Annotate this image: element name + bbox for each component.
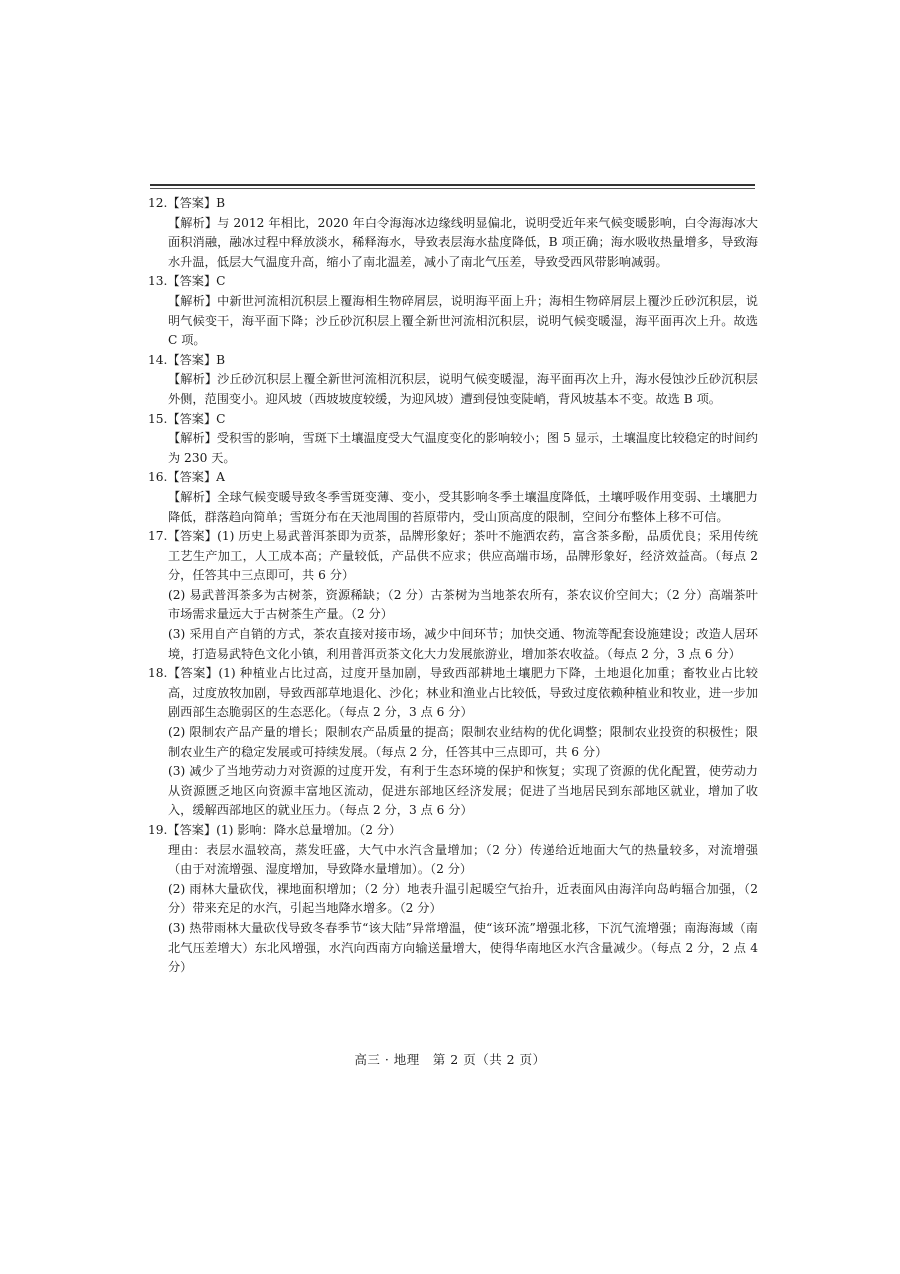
explanation: 【解析】沙丘砂沉积层上覆全新世河流相沉积层，说明气候变暖湿，海平面再次上升，海水侵蚀沙丘砂沉积层外侧，范围变小。迎风坡（西坡坡度较缓，为迎风坡）遭到侵蚀变陡峭，背风坡基本不变。故选 B 项。	[168, 372, 758, 406]
question-13	[148, 272, 758, 350]
question-12	[148, 194, 758, 272]
sub-answer-2: (2) 雨林大量砍伐，裸地面积增加；（2 分）地表升温引起暖空气抬升，近表面风由海洋向岛屿辐合加强，（2 分）带来充足的水汽，引起当地降水增多。（2 分）	[168, 881, 758, 916]
answer-line: 15.【答案】C	[148, 411, 226, 426]
sub-answer-2: (2) 限制农产品产量的增长；限制农产品质量的提高；限制农业结构的优化调整；限制农业投资的积极性；限制农业生产的稳定发展或可持续发展。（每点 2 分，任答其中三点即可，共 6 分）	[168, 725, 758, 759]
question-16	[148, 468, 758, 527]
page-footer: 高三 · 地理 第 2 页（共 2 页）	[354, 1052, 546, 1067]
sub-answer-2: (2) 易武普洱茶多为古树茶，资源稀缺；（2 分）古茶树为当地茶农所有，茶农议价空间大；（2 分）高端茶叶市场需求量远大于古树茶生产量。（2 分）	[168, 587, 758, 622]
answer-line: 18.【答案】(1) 种植业占比过高，过度开垦加剧，导致西部耕地土壤肥力下降，土地退化加重；畜牧业占比较高，过度放牧加剧，导致西部草地退化、沙化；林业和渔业占比较低，导致过度依赖种植业和牧业，进一步加剧西部生态脆弱区的生态恶化。（每点 2 分，3 点 6 分）	[148, 666, 758, 720]
question-18	[148, 664, 758, 821]
answer-content	[148, 194, 758, 978]
answer-line: 14.【答案】B	[148, 352, 226, 367]
answer-line: 12.【答案】B	[148, 196, 226, 210]
header-rule-thin	[150, 188, 755, 189]
question-14	[148, 351, 758, 410]
explanation: 【解析】全球气候变暖导致冬季雪斑变薄、变小，受其影响冬季土壤温度降低，土壤呼吸作用变弱、土壤肥力降低，群落趋向简单；雪斑分布在天池周围的苔原带内，受山顶高度的限制，空间分布整体上移不可信。	[168, 489, 758, 524]
header-rule	[150, 184, 755, 186]
explanation: 【解析】受积雪的影响，雪斑下土壤温度受大气温度变化的影响较小；图 5 显示，土壤温度比较稳定的时间约为 230 天。	[168, 431, 758, 465]
explanation: 【解析】与 2012 年相比，2020 年白令海海冰边缘线明显偏北，说明受近年来气候变暖影响，白令海海冰大面积消融，融冰过程中释放淡水，稀释海水，导致表层海水盐度降低，B 项正确；海水吸收热量增多，导致海水升温，低层大气温度升高，缩小了南北温差，减小了南北气压差，导致受西风带影响减弱。	[168, 215, 758, 269]
sub-answer-3: (3) 热带雨林大量砍伐导致冬春季节“该大陆”异常增温，使“该环流”增强北移，下沉气流增强；南海海域（南北气压差增大）东北风增强，水汽向西南方向输送量增大，使得华南地区水汽含量减少。（每点 2 分，2 点 4 分）	[168, 920, 758, 975]
answer-line: 19.【答案】(1) 影响：降水总量增加。（2 分）	[148, 823, 402, 837]
answer-line: 13.【答案】C	[148, 274, 226, 289]
answer-line: 16.【答案】A	[148, 470, 225, 485]
answer-line: 17.【答案】(1) 历史上易武普洱茶即为贡茶，品牌形象好；茶叶不施洒农药，富含茶多酚，品质优良；采用传统工艺生产加工，人工成本高；产量较低，产品供不应求；供应高端市场，品牌形象好，经济效益高。（每点 2 分，任答其中三点即可，共 6 分）	[148, 529, 758, 583]
question-19	[148, 821, 758, 978]
question-15	[148, 410, 758, 469]
question-17	[148, 527, 758, 664]
sub-answer-3: (3) 减少了当地劳动力对资源的过度开发，有利于生态环境的保护和恢复；实现了资源的优化配置，使劳动力从资源匮乏地区向资源丰富地区流动，促进东部地区经济发展；促进了当地居民到东部地区就业，增加了收入，缓解西部地区的就业压力。（每点 2 分，3 点 6 分）	[168, 764, 758, 818]
sub-answer-3: (3) 采用自产自销的方式，茶农直接对接市场，减少中间环节；加快交通、物流等配套设施建设；改造人居环境，打造易武特色文化小镇，利用普洱贡茶文化大力发展旅游业，增加茶农收益。（每点 2 分，3 点 6 分）	[168, 627, 758, 661]
reason-line: 理由：表层水温较高，蒸发旺盛，大气中水汽含量增加；（2 分）传递给近地面大气的热量较多，对流增强（由于对流增强、湿度增加，导致降水量增加）。（2 分）	[168, 842, 758, 877]
explanation: 【解析】中新世河流相沉积层上覆海相生物碎屑层，说明海平面上升；海相生物碎屑层上覆沙丘砂沉积层，说明气候变干，海平面下降；沙丘砂沉积层上覆全新世河流相沉积层，说明气候变暖湿，海平面再次上升。故选 C 项。	[168, 293, 758, 348]
